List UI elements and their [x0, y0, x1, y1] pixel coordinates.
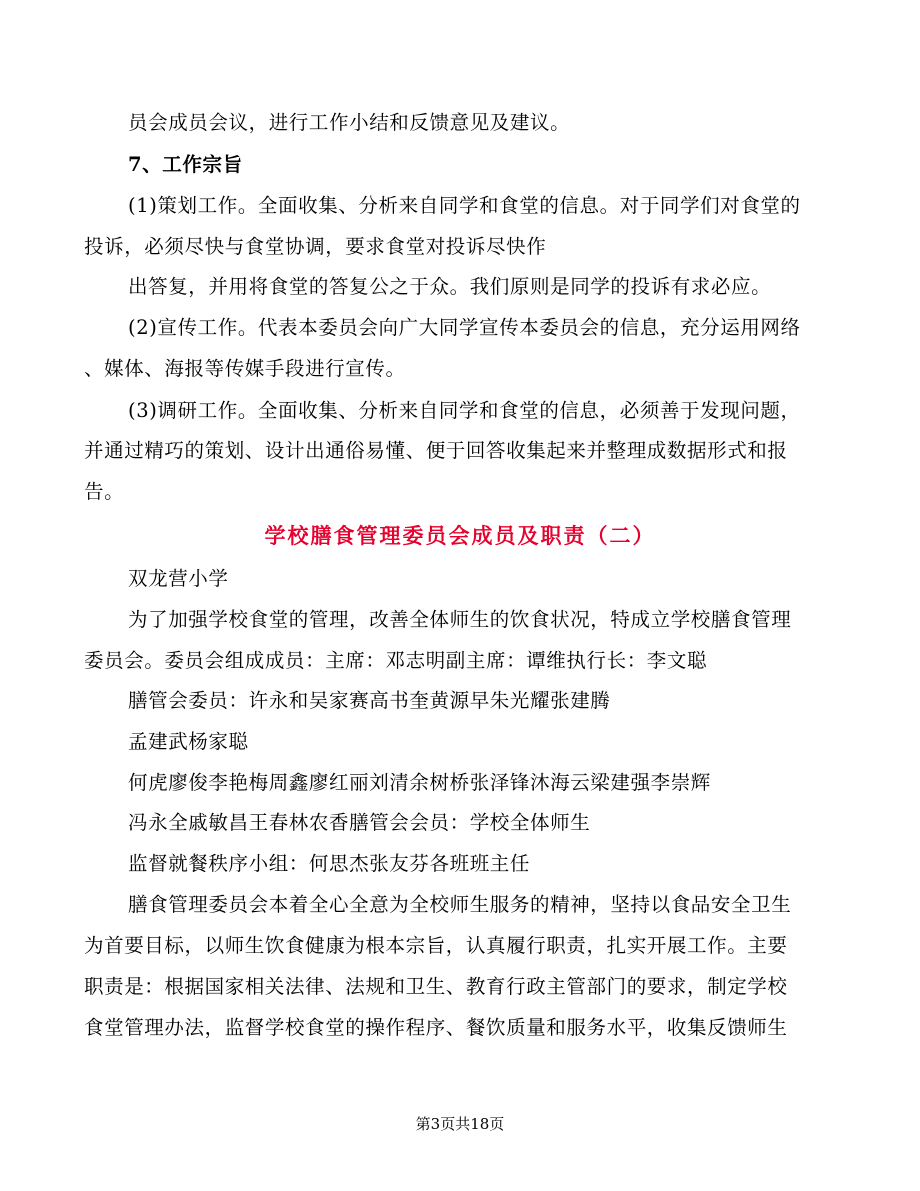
paragraph-continuation: 员会成员会议，进行工作小结和反馈意见及建议。 — [128, 111, 571, 134]
members-line1: 膳管会委员：许永和吴家赛高书奎黄源早朱光耀张建腾 — [128, 689, 611, 712]
duties-line1: 膳食管理委员会本着全心全意为全校师生服务的精神，坚持以食品安全卫生 — [128, 893, 792, 916]
intro-line2: 委员会。委员会组成成员：主席：邓志明副主席：谭维执行长：李文聪 — [84, 649, 708, 672]
page-number: 第3页共18页 — [415, 1115, 505, 1133]
supervision-line: 监督就餐秩序小组：何思杰张友芬各班班主任 — [128, 852, 531, 875]
duties-line3: 职责是：根据国家相关法律、法规和卫生、教育行政主管部门的要求，制定学校 — [84, 975, 788, 998]
members-line3: 何虎廖俊李艳梅周鑫廖红丽刘清余树桥张泽锋沐海云梁建强李崇辉 — [128, 771, 711, 794]
members-line4: 冯永全戚敏昌王春林农香膳管会会员：学校全体师生 — [128, 811, 591, 834]
item2-line1: (2)宣传工作。代表本委员会向广大同学宣传本委员会的信息，充分运用网络 — [128, 316, 801, 339]
item1-line3: 出答复，并用将食堂的答复公之于众。我们原则是同学的投诉有求必应。 — [128, 275, 772, 298]
section-heading-7: 7、工作宗旨 — [128, 153, 243, 176]
item1-line1: (1)策划工作。全面收集、分析来自同学和食堂的信息。对于同学们对食堂的 — [128, 194, 801, 217]
item3-line1: (3)调研工作。全面收集、分析来自同学和食堂的信息，必须善于发现问题， — [128, 399, 801, 422]
item1-line2: 投诉，必须尽快与食堂协调，要求食堂对投诉尽快作 — [84, 235, 547, 258]
section-title: 学校膳食管理委员会成员及职责（二） — [264, 523, 656, 548]
item2-line2: 、媒体、海报等传媒手段进行宣传。 — [84, 357, 406, 380]
duties-line2: 为首要目标，以师生饮食健康为根本宗旨，认真履行职责，扎实开展工作。主要 — [84, 934, 788, 957]
item3-line2: 并通过精巧的策划、设计出通俗易懂、便于回答收集起来并整理成数据形式和报 — [84, 439, 788, 462]
school-name: 双龙营小学 — [128, 567, 229, 590]
item3-line3: 告。 — [84, 480, 125, 503]
intro-line1: 为了加强学校食堂的管理，改善全体师生的饮食状况，特成立学校膳食管理 — [128, 608, 792, 631]
members-line2: 孟建武杨家聪 — [128, 730, 249, 753]
duties-line4: 食堂管理办法，监督学校食堂的操作程序、餐饮质量和服务水平，收集反馈师生 — [84, 1016, 788, 1039]
